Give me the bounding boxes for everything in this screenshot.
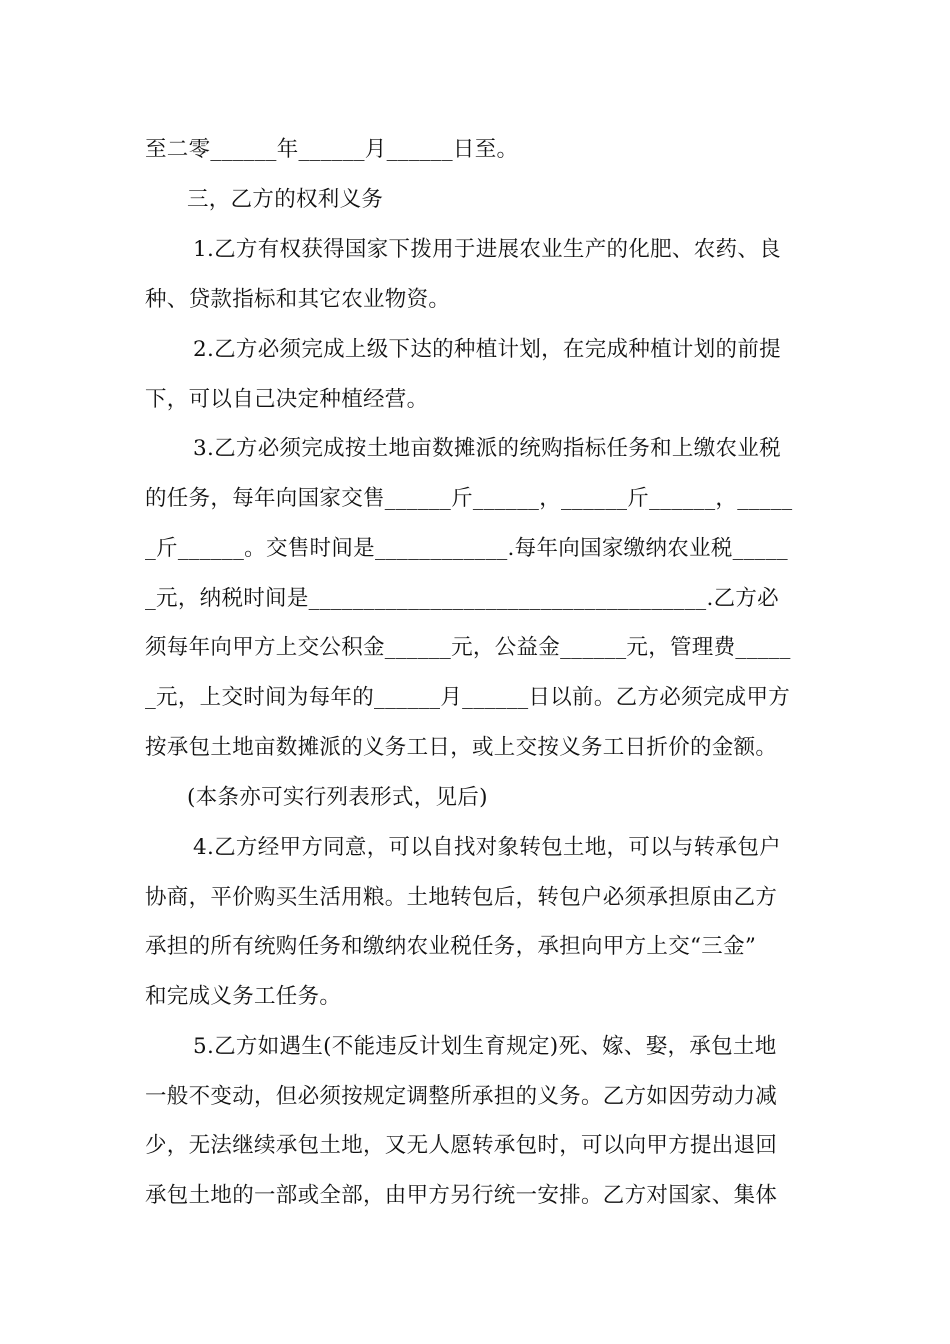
text-line: _斤______。交售时间是____________.每年向国家缴纳农业税_____ [145, 536, 788, 561]
text-line: 少，无法继续承包土地，又无人愿转承包时，可以向甲方提出退回 [145, 1133, 778, 1158]
text-line: _元，上交时间为每年的______月______日以前。乙方必须完成甲方 [145, 685, 791, 710]
text-line: 协商，平价购买生活用粮。土地转包后，转包户必须承担原由乙方 [145, 885, 778, 910]
text-line: (本条亦可实行列表形式，见后) [187, 785, 488, 810]
text-line: 须每年向甲方上交公积金______元，公益金______元，管理费_____ [145, 635, 791, 660]
text-line: 承担的所有统购任务和缴纳农业税任务，承担向甲方上交“三金” [145, 934, 757, 959]
section-heading: 三，乙方的权利义务 [187, 187, 384, 212]
text-line: 一般不变动，但必须按规定调整所承担的义务。乙方如因劳动力减 [145, 1084, 778, 1109]
text-line: 5.乙方如遇生(不能违反计划生育规定)死、嫁、娶，承包土地 [193, 1034, 777, 1059]
text-line: _元，纳税时间是____________________________________.乙方必 [145, 586, 779, 611]
text-line: 4.乙方经甲方同意，可以自找对象转包土地，可以与转承包户 [193, 835, 781, 860]
text-line: 下，可以自己决定种植经营。 [145, 387, 429, 412]
text-line: 3.乙方必须完成按土地亩数摊派的统购指标任务和上缴农业税 [193, 436, 781, 461]
text-line: 承包土地的一部或全部，由甲方另行统一安排。乙方对国家、集体 [145, 1183, 778, 1208]
text-line: 至二零______年______月______日至。 [145, 137, 519, 162]
text-line: 和完成义务工任务。 [145, 984, 342, 1009]
text-line: 2.乙方必须完成上级下达的种植计划，在完成种植计划的前提 [193, 337, 781, 362]
text-line: 种、贷款指标和其它农业物资。 [145, 287, 451, 312]
text-line: 按承包土地亩数摊派的义务工日，或上交按义务工日折价的金额。 [145, 735, 778, 760]
text-line: 的任务，每年向国家交售______斤______，______斤______，_____ [145, 486, 793, 511]
text-line: 1.乙方有权获得国家下拨用于进展农业生产的化肥、农药、良 [193, 237, 781, 262]
